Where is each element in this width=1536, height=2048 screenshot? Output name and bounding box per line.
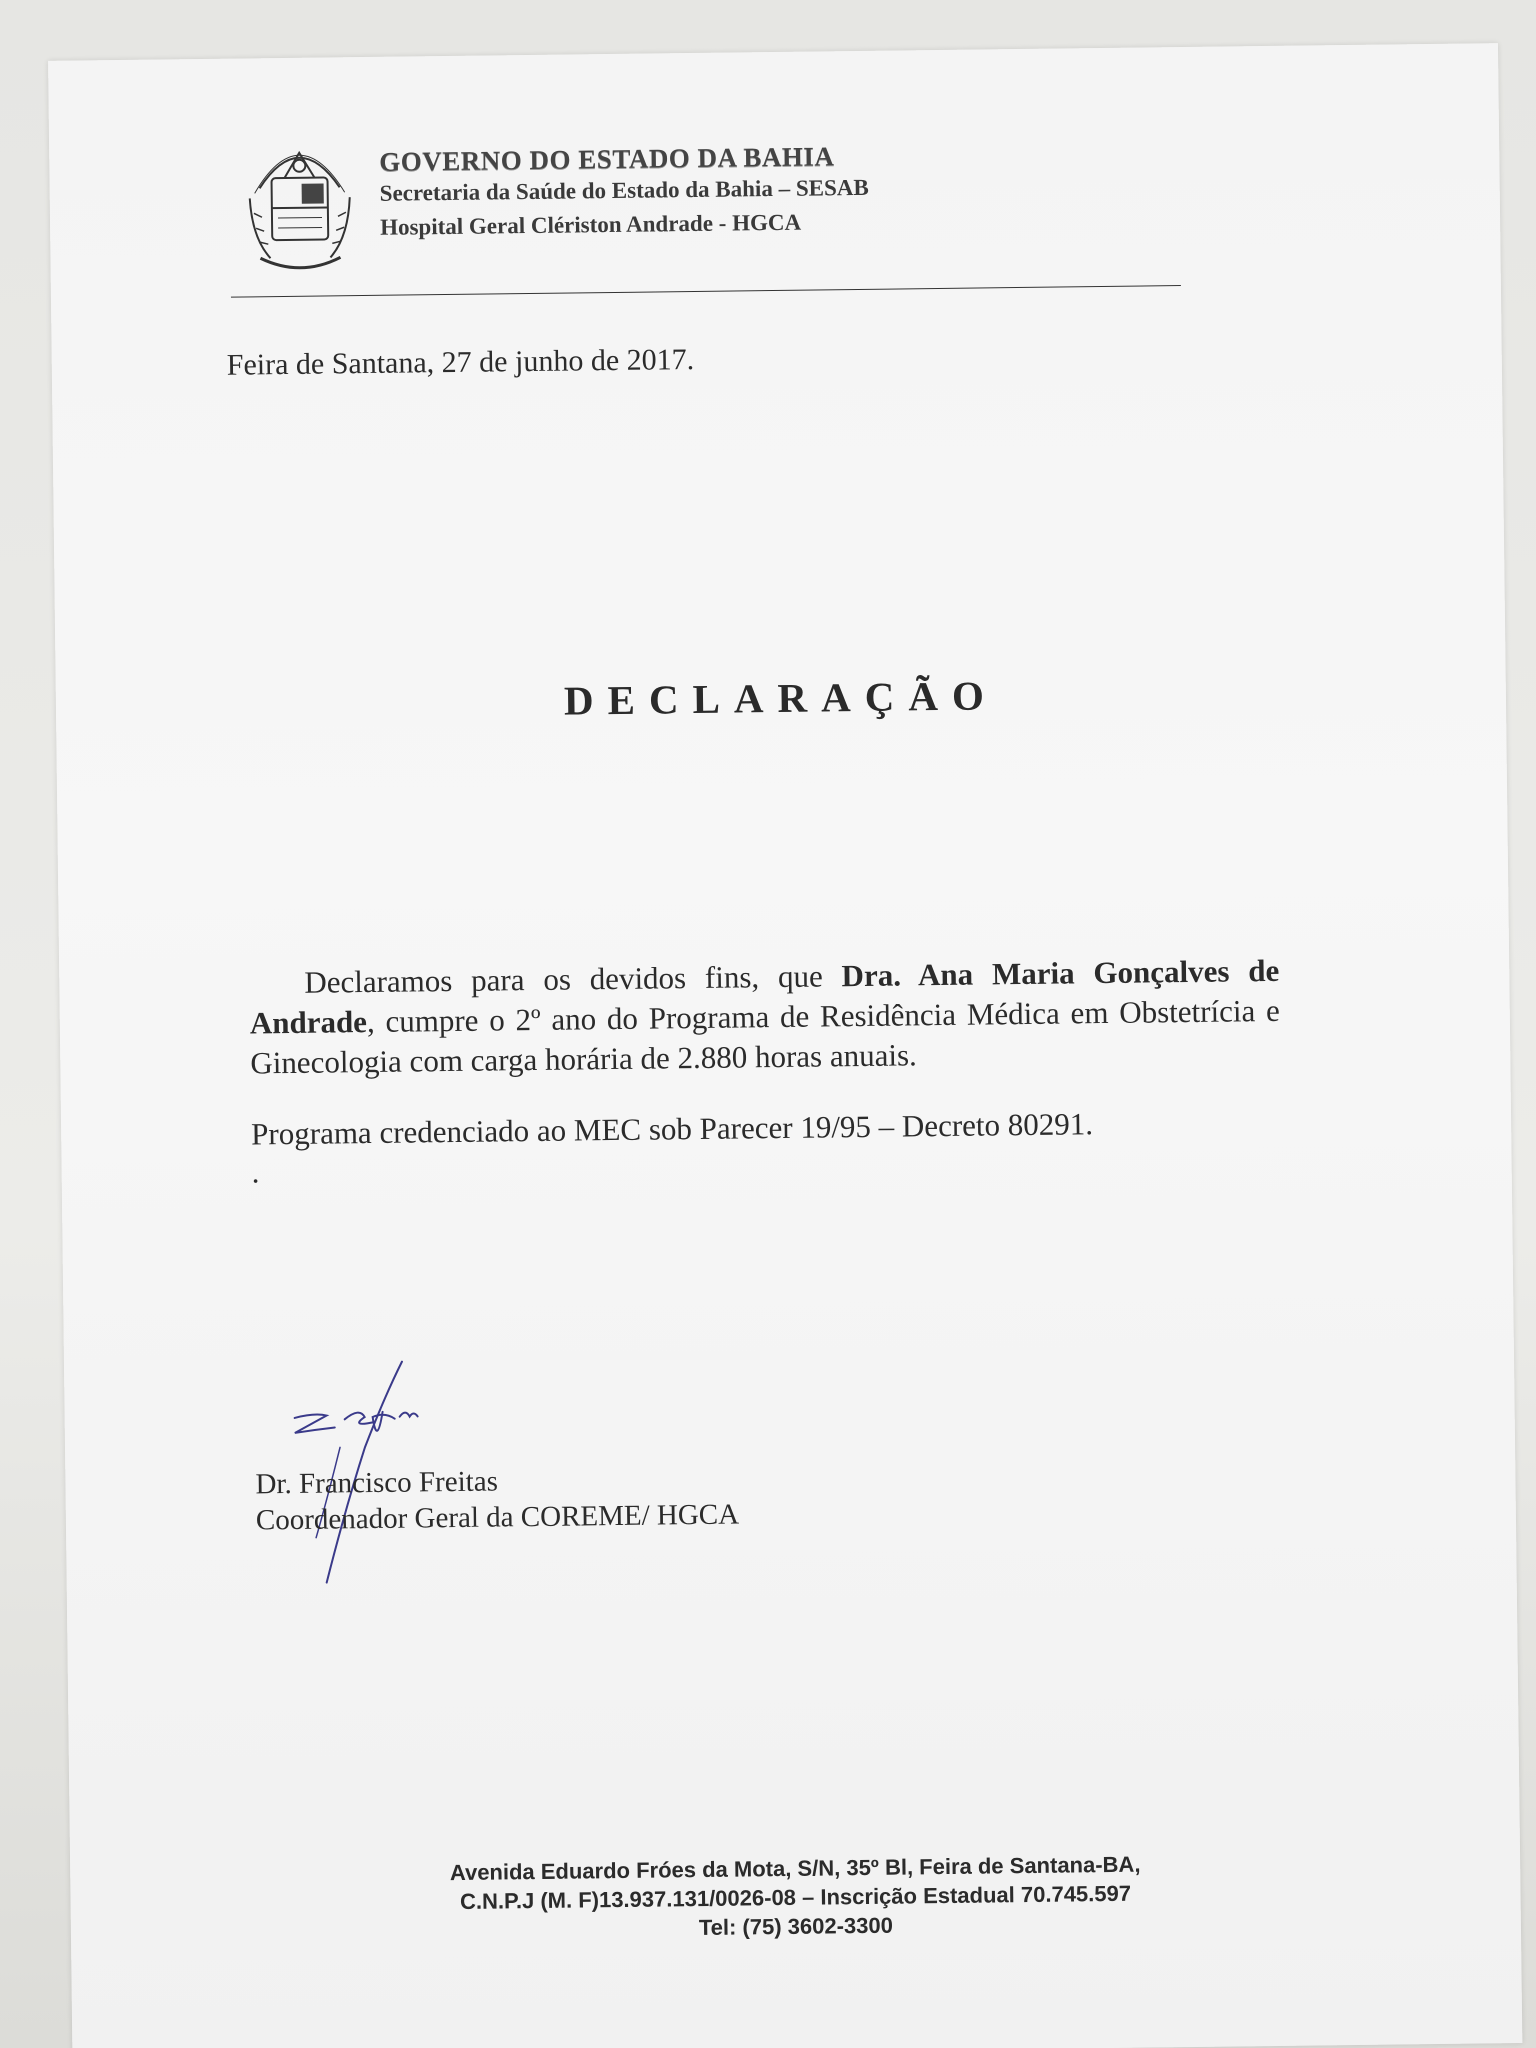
program-accreditation: Programa credenciado ao MEC sob Parecer 19/95 – Decreto 80291. <box>250 1106 1094 1152</box>
footer-registry-line: C.N.P.J (M. F)13.937.131/0026-08 – Inscrição Estadual 70.745.597 <box>459 1880 1132 1914</box>
footer-address-line: Avenida Eduardo Fróes da Mota, S/N, 35º Bl, Feira de Santana-BA, <box>449 1851 1141 1886</box>
letterhead <box>379 141 869 245</box>
declaration-paragraph <box>249 951 1280 1084</box>
date-line: Feira de Santana, 27 de junho de 2017. <box>226 342 695 382</box>
declaration-part2: , cumpre o 2º ano do Programa de Residência Médica em Obstetrícia e Ginecologia com carga horária de 2.880 horas anuais. <box>250 992 1280 1081</box>
declared-person-name: Dra. Ana Maria Gonçalves de Andrade <box>249 952 1280 1041</box>
letterhead-secretariat: Secretaria da Saúde do Estado da Bahia – SESAB <box>379 174 869 206</box>
state-seal-icon <box>239 117 361 278</box>
declaration-part1: Declaramos para os devidos fins, que <box>304 958 842 1000</box>
signer-role: Coordenador Geral da COREME/ HGCA <box>255 1498 740 1537</box>
signer-name: Dr. Francisco Freitas <box>255 1465 499 1501</box>
document-title: DECLARAÇÃO <box>563 672 999 724</box>
footer-address <box>70 1845 1521 1950</box>
letterhead-hospital: Hospital Geral Clériston Andrade - HGCA <box>379 209 802 240</box>
header-divider <box>231 285 1181 298</box>
footer-phone-line: Tel: (75) 3602-3300 <box>698 1912 894 1941</box>
letterhead-government: GOVERNO DO ESTADO DA BAHIA <box>379 141 835 177</box>
document-page <box>48 43 1522 2048</box>
trailing-dot: . <box>251 1154 260 1190</box>
signer-block <box>255 1461 739 1539</box>
